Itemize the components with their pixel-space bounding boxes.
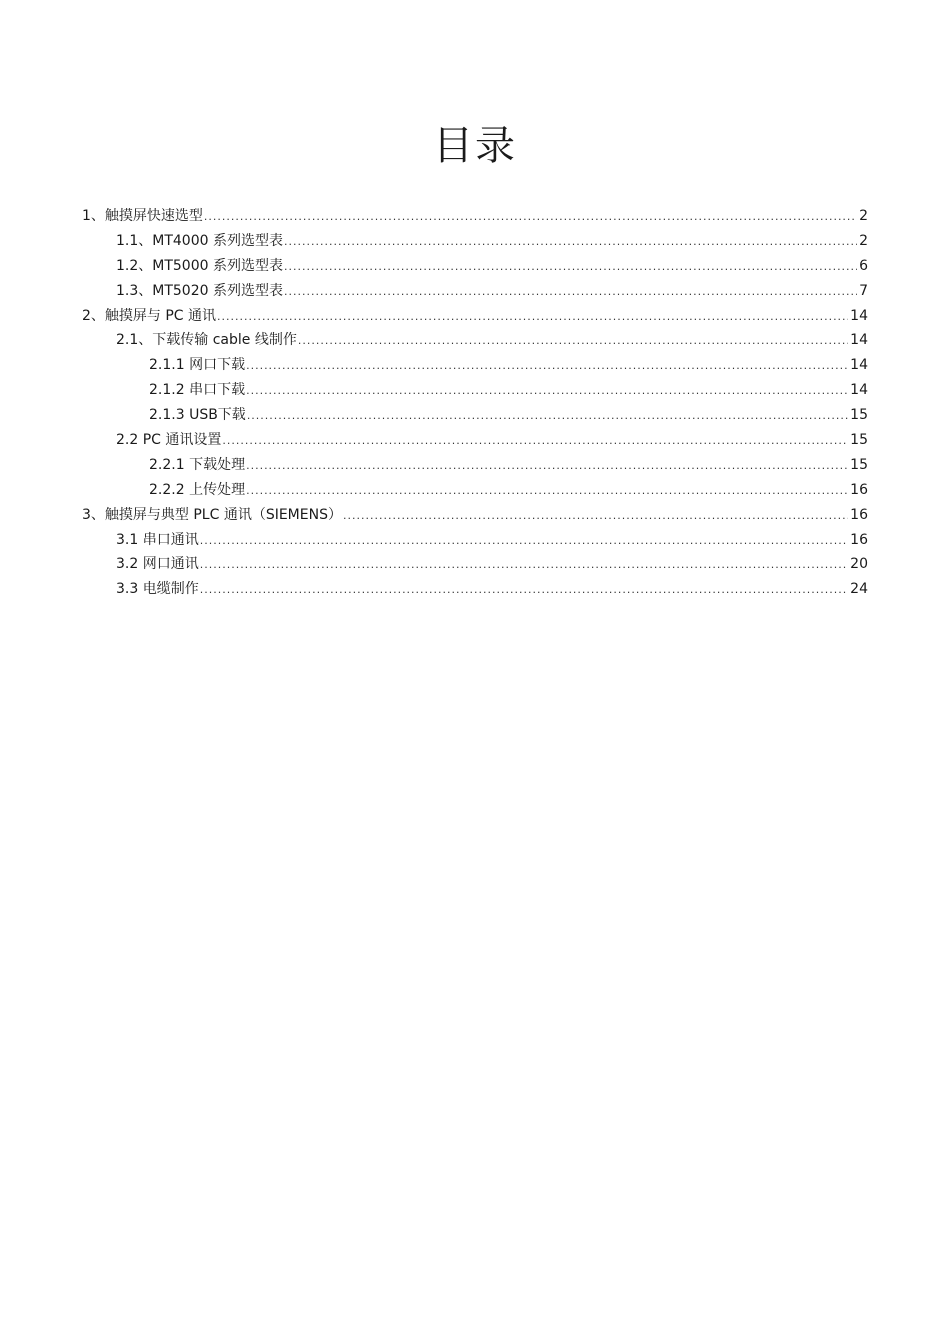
toc-entry[interactable] — [0, 453, 950, 478]
toc-dot-leader — [246, 479, 848, 504]
toc-entry-label: 2.1、下载传输 cable 线制作 — [116, 332, 297, 349]
toc-entry-label: 2.2 PC 通讯设置 — [116, 432, 222, 449]
toc-entry[interactable] — [0, 503, 950, 528]
toc-page-number: 24 — [850, 581, 868, 598]
toc-dot-leader — [284, 280, 857, 305]
toc-dot-leader — [298, 329, 848, 354]
toc-entry-label: 2.1.3 USB下载 — [149, 407, 246, 424]
toc-entry-label: 2.1.1 网口下载 — [149, 357, 246, 374]
toc-dot-leader — [343, 504, 848, 529]
toc-page-number: 7 — [859, 282, 868, 299]
toc-entry-label: 3.1 串口通讯 — [116, 531, 199, 548]
toc-entry-label: 2.1.2 串口下载 — [149, 382, 246, 399]
toc-page-number: 14 — [850, 332, 868, 349]
toc-dot-leader — [217, 305, 848, 330]
toc-entry-label: 2.2.1 下载处理 — [149, 456, 246, 473]
toc-entry[interactable] — [0, 353, 950, 378]
toc-dot-leader — [204, 205, 857, 230]
toc-entry[interactable] — [0, 204, 950, 229]
toc-page-number: 14 — [850, 307, 868, 324]
toc-entry-label: 1、触摸屏快速选型 — [82, 208, 203, 224]
toc-entry[interactable] — [0, 552, 950, 577]
toc-dot-leader — [247, 404, 848, 429]
toc-entry[interactable] — [0, 428, 950, 453]
toc-entry[interactable] — [0, 279, 950, 304]
toc-entry[interactable] — [0, 403, 950, 428]
toc-dot-leader — [246, 454, 848, 479]
toc-page-number: 6 — [859, 257, 868, 274]
page-title: 目录 — [433, 123, 517, 169]
toc-entry-label: 2、触摸屏与 PC 通讯 — [82, 307, 217, 324]
toc-entry-label: 3.3 电缆制作 — [116, 581, 199, 598]
toc-entry-label: 3.2 网口通讯 — [116, 556, 199, 573]
toc-dot-leader — [200, 578, 848, 603]
toc-entry-label: 1.1、MT4000 系列选型表 — [116, 232, 283, 249]
toc-dot-leader — [222, 429, 848, 454]
toc-entry[interactable] — [0, 378, 950, 403]
toc-dot-leader — [284, 255, 857, 280]
toc-page-number: 15 — [850, 407, 868, 424]
toc-entry[interactable] — [0, 478, 950, 503]
toc-page-number: 2 — [859, 208, 868, 224]
toc-entry-label: 2.2.2 上传处理 — [149, 481, 246, 498]
toc-entry-label: 1.2、MT5000 系列选型表 — [116, 257, 283, 274]
toc-entry[interactable] — [0, 304, 950, 329]
toc-dot-leader — [284, 230, 857, 255]
toc-page-number: 15 — [850, 456, 868, 473]
toc-entry[interactable] — [0, 328, 950, 353]
toc-page-number: 20 — [850, 556, 868, 573]
table-of-contents — [0, 204, 950, 602]
toc-page-number: 14 — [850, 382, 868, 399]
toc-entry[interactable] — [0, 528, 950, 553]
toc-entry[interactable] — [0, 577, 950, 602]
toc-dot-leader — [246, 354, 848, 379]
toc-entry[interactable] — [0, 229, 950, 254]
toc-page-number: 16 — [850, 481, 868, 498]
toc-entry-label: 3、触摸屏与典型 PLC 通讯（SIEMENS） — [82, 506, 342, 523]
toc-page-number: 16 — [850, 506, 868, 523]
toc-page-number: 14 — [850, 357, 868, 374]
toc-entry-label: 1.3、MT5020 系列选型表 — [116, 282, 283, 299]
toc-page-number: 16 — [850, 531, 868, 548]
toc-page-number: 15 — [850, 432, 868, 449]
toc-dot-leader — [200, 529, 848, 554]
toc-dot-leader — [200, 553, 848, 578]
toc-page-number: 2 — [859, 232, 868, 249]
toc-entry[interactable] — [0, 254, 950, 279]
toc-dot-leader — [246, 379, 848, 404]
